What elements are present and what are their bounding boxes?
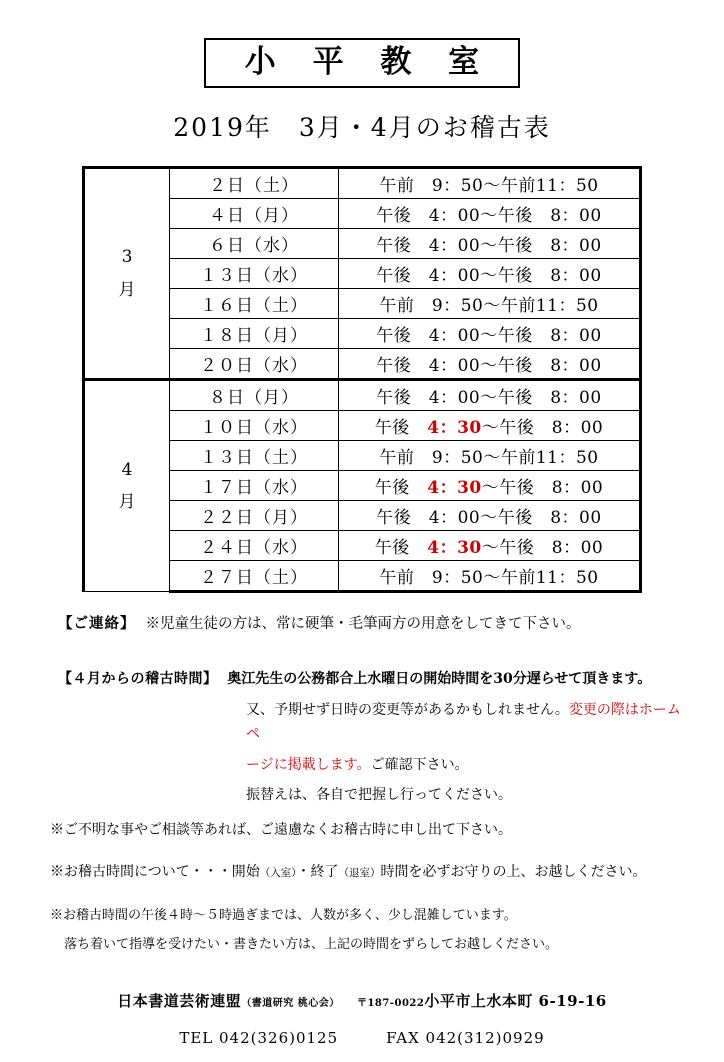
- date-cell: ８日（月）: [170, 380, 339, 411]
- time-cell: 午後 4：00～午後 8：00: [339, 229, 641, 259]
- page-subtitle: 2019年 3月・4月のお稽古表: [173, 113, 551, 143]
- note-april-line4: 振替えは、各自で把握し行ってください。: [246, 787, 512, 804]
- table-row: [84, 380, 641, 411]
- note-contact-body: ※児童生徒の方は、常に硬筆・毛筆両方の用意をしてきて下さい。: [145, 616, 581, 633]
- time-prefix: 午前: [379, 448, 432, 469]
- date-cell: １８日（月）: [170, 319, 339, 349]
- time-suffix: 9：50～午前11：50: [431, 568, 599, 589]
- note-april-body: 奥江先生の公務都合上水曜日の開始時間を30分遅らせて頂きます。: [227, 671, 652, 688]
- footer-organization: [0, 990, 724, 1011]
- time-suffix: 4：00～午後 8：00: [428, 508, 602, 529]
- note-april-line2-black: 又、予期せず日時の変更等があるかもしれません。: [246, 701, 569, 718]
- note-unclear: ※ご不明な事やご相談等あれば、ご遠慮なくお稽古時に申し出て下さい。: [50, 821, 512, 838]
- note-crowding-line1: ※お稽古時間の午後４時～５時過ぎまでは、人数が多く、少し混雑しています。: [50, 907, 517, 923]
- note-crowding: [50, 905, 688, 957]
- time-cell: 午前 9：50～午前11：50: [339, 289, 641, 319]
- notes-section: [0, 611, 724, 956]
- time-cell: [339, 471, 641, 501]
- time-suffix: ～午後 8：00: [481, 418, 604, 439]
- note-april-line2-red: 変更の際はホームペ: [246, 701, 681, 743]
- time-cell: 午後 4：00～午後 8：00: [339, 259, 641, 289]
- date-cell: ２日（土）: [170, 168, 339, 199]
- footer-org-small: （書道研究 桃心会）: [241, 998, 340, 1010]
- month-number: 3: [121, 247, 133, 268]
- date-cell: １０日（水）: [170, 411, 339, 441]
- time-prefix: 午前: [379, 568, 432, 589]
- time-cell: [339, 380, 641, 411]
- note-april-line3: [246, 753, 688, 778]
- footer-postal: 〒187-0022: [356, 998, 425, 1010]
- note-april-line2: [246, 698, 688, 747]
- month-unit: 月: [118, 279, 136, 300]
- time-cell: 午後 4：00～午後 8：00: [339, 319, 641, 349]
- date-cell: １３日（土）: [170, 441, 339, 471]
- note-april-heading: [58, 667, 688, 692]
- time-suffix: 9：50～午前11：50: [431, 448, 599, 469]
- note-april-line3-black: ご確認下さい。: [370, 756, 469, 773]
- footer: [0, 990, 724, 1047]
- note-contact-label: 【ご連絡】: [58, 615, 136, 633]
- time-cell: [339, 501, 641, 531]
- time-cell: [339, 531, 641, 561]
- footer-address: 小平市上水本町 6-19-16: [424, 992, 607, 1011]
- date-cell: ４日（月）: [170, 199, 339, 229]
- date-cell: ２４日（水）: [170, 531, 339, 561]
- date-cell: ６日（水）: [170, 229, 339, 259]
- time-highlight: 4：30: [427, 418, 482, 439]
- time-highlight: 4：30: [427, 538, 482, 559]
- footer-org-name: 日本書道芸術連盟: [117, 992, 242, 1011]
- time-cell: 午後 4：00～午後 8：00: [339, 199, 641, 229]
- time-cell: 午後 4：00～午後 8：00: [339, 349, 641, 380]
- date-cell: ２２日（月）: [170, 501, 339, 531]
- note-time-policy-c: 時間を必ずお守りの上、お越しください。: [380, 864, 647, 881]
- date-cell: １３日（水）: [170, 259, 339, 289]
- date-cell: １７日（水）: [170, 471, 339, 501]
- date-cell: ２７日（土）: [170, 561, 339, 592]
- date-cell: ２０日（水）: [170, 349, 339, 380]
- time-highlight: 4：30: [427, 478, 482, 499]
- note-april-label: 【４月からの稽古時間】: [58, 671, 218, 688]
- time-suffix: ～午後 8：00: [481, 478, 604, 499]
- time-prefix: 午後: [376, 508, 429, 529]
- footer-tel: TEL 042(326)0125: [179, 1029, 339, 1048]
- time-prefix: 午後: [374, 538, 428, 559]
- footer-fax: FAX 042(312)0929: [386, 1029, 545, 1048]
- note-april-block: [58, 667, 688, 808]
- page-title: 小 平 教 室: [204, 38, 520, 88]
- note-time-policy-small1: （入室）: [259, 867, 297, 880]
- footer-contact: [0, 1029, 724, 1047]
- time-cell: [339, 561, 641, 592]
- time-suffix: ～午後 8：00: [481, 538, 604, 559]
- time-cell: 午前 9：50～午前11：50: [339, 168, 641, 199]
- note-time-policy-a: ※お稽古時間について・・・開始: [50, 864, 260, 881]
- document-page: [0, 38, 724, 1062]
- note-april-line3-red: ージに掲載します。: [246, 756, 371, 773]
- month-label-march: [84, 168, 170, 380]
- note-time-policy-b: ・終了: [296, 864, 339, 881]
- title-container: [0, 38, 724, 88]
- note-time-policy-small2: （退室）: [338, 867, 381, 880]
- month-unit: 月: [118, 492, 136, 513]
- schedule-table: [82, 166, 642, 593]
- time-prefix: 午後: [374, 478, 428, 499]
- time-cell: [339, 441, 641, 471]
- note-crowding-line2: 落ち着いて指導を受けたい・書きたい方は、上記の時間をずらしてお越しください。: [64, 936, 559, 952]
- time-prefix: 午後: [374, 418, 428, 439]
- time-suffix: 4：00～午後 8：00: [428, 388, 602, 409]
- time-prefix: 午後: [376, 388, 429, 409]
- month-number: 4: [121, 459, 133, 480]
- table-row: [84, 168, 641, 199]
- time-cell: [339, 411, 641, 441]
- date-cell: １６日（土）: [170, 289, 339, 319]
- note-contact: [58, 611, 688, 637]
- note-time-policy: [50, 860, 688, 885]
- month-label-april: [84, 380, 170, 592]
